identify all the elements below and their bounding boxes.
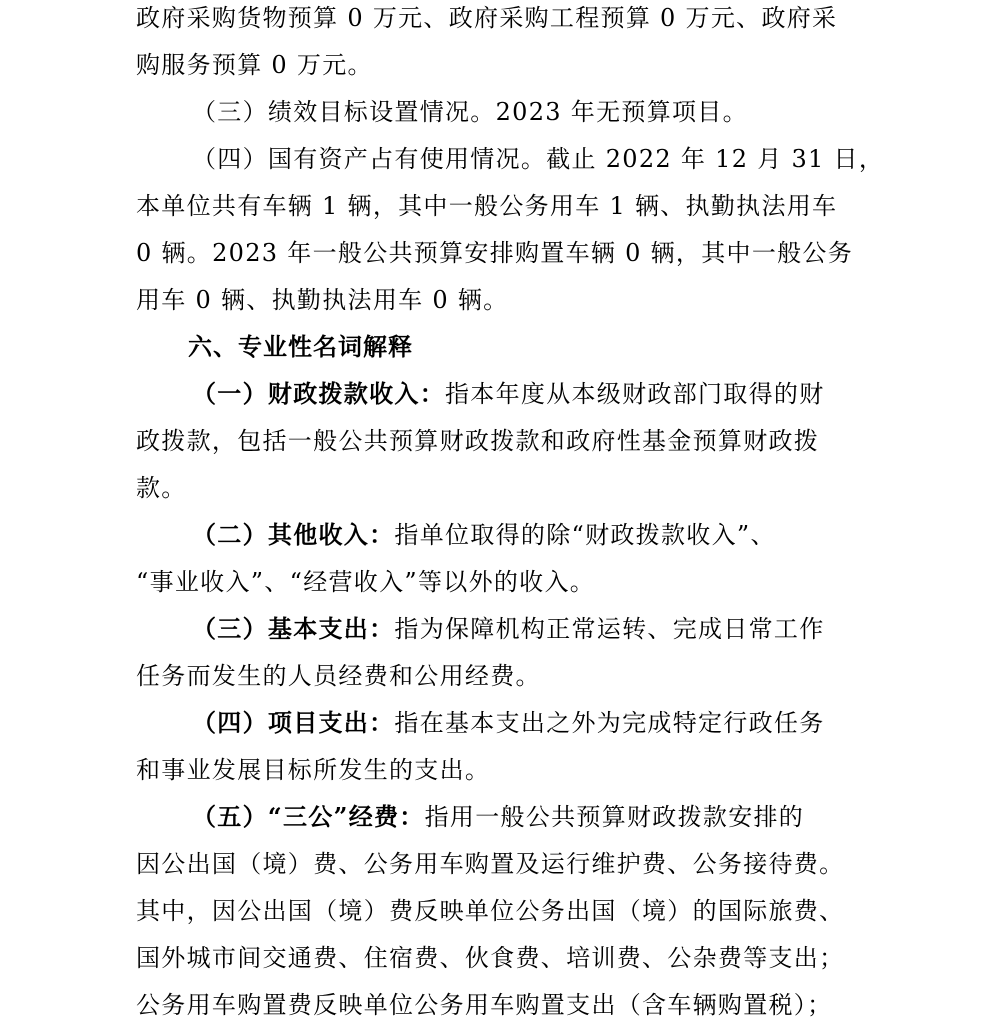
body-text-line: 任务而发生的人员经费和公用经费。	[136, 662, 541, 690]
body-text-line: 和事业发展目标所发生的支出。	[136, 756, 491, 784]
paragraph-performance-goals: （三）绩效目标设置情况。2023 年无预算项目。	[192, 98, 748, 126]
definition-text: 指本年度从本级财政部门取得的财	[445, 380, 825, 408]
definition-three-public-expenses	[192, 794, 804, 840]
section-heading: 六、专业性名词解释	[188, 333, 413, 361]
definition-term: （二）其他收入：	[192, 520, 395, 549]
definition-text: 指用一般公共预算财政拨款安排的	[424, 803, 805, 831]
body-text-line: 政府采购货物预算 0 万元、政府采购工程预算 0 万元、政府采	[136, 4, 838, 32]
paragraph-state-assets: （四）国有资产占有使用情况。截止 2022 年 12 月 31 日，	[192, 145, 885, 173]
definition-text: 指在基本支出之外为完成特定行政任务	[394, 709, 825, 737]
definition-text: 指单位取得的除“财政拨款收入”、	[394, 521, 776, 549]
body-text-line: 公务用车购置费反映单位公务用车购置支出（含车辆购置税）；	[136, 991, 833, 1019]
definition-basic-expenditure	[192, 606, 825, 652]
body-text-line: 用车 0 辆、执勤执法用车 0 辆。	[136, 286, 509, 314]
body-text-line: “事业收入”、“经营收入”等以外的收入。	[136, 568, 596, 596]
body-text-line: 本单位共有车辆 1 辆，其中一般公务用车 1 辆、执勤执法用车	[136, 192, 838, 220]
body-text-line: 其中，因公出国（境）费反映单位公务出国（境）的国际旅费、	[136, 897, 845, 925]
body-text-line: 国外城市间交通费、住宿费、伙食费、培训费、公杂费等支出；	[136, 944, 845, 972]
definition-term: （三）基本支出：	[192, 614, 395, 643]
body-text-line: 0 辆。2023 年一般公共预算安排购置车辆 0 辆，其中一般公务	[136, 239, 854, 267]
definition-text: 指为保障机构正常运转、完成日常工作	[394, 615, 825, 643]
definition-fiscal-allocation-income	[192, 371, 825, 417]
body-text-line: 款。	[136, 474, 187, 502]
definition-term: （一）财政拨款收入：	[192, 379, 445, 408]
body-text-line: 购服务预算 0 万元。	[136, 51, 373, 79]
definition-project-expenditure	[192, 700, 825, 746]
definition-term: （五）“三公”经费：	[192, 802, 425, 831]
body-text-line: 因公出国（境）费、公务用车购置及运行维护费、公务接待费。	[136, 850, 845, 878]
body-text-line: 政拨款，包括一般公共预算财政拨款和政府性基金预算财政拨	[136, 427, 820, 455]
definition-term: （四）项目支出：	[192, 708, 395, 737]
definition-other-income	[192, 512, 776, 558]
